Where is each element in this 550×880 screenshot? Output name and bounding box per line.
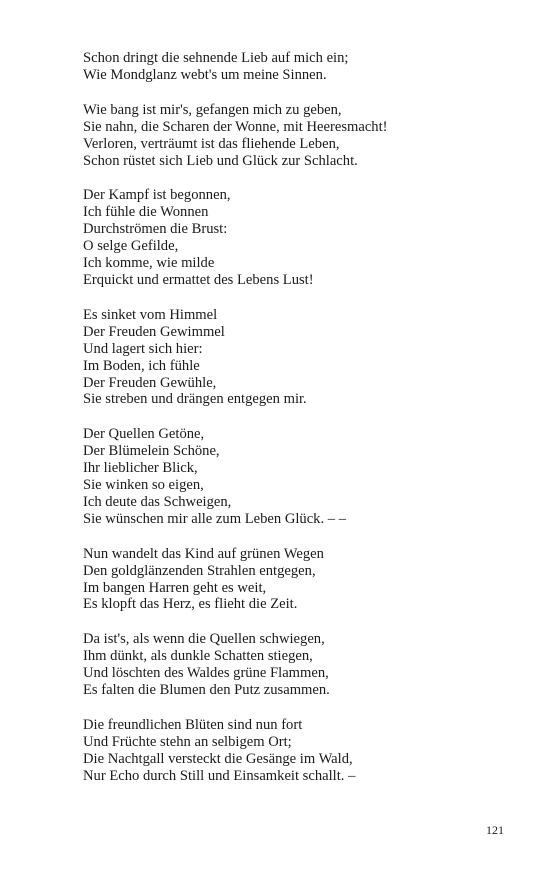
page-number: 121 <box>486 823 504 837</box>
poem-line: Sie nahn, die Scharen der Wonne, mit Heeresmacht! <box>83 118 388 135</box>
poem-line: Und Früchte stehn an selbigem Ort; <box>83 733 292 750</box>
stanza-1 <box>83 50 513 84</box>
poem-line: Ihr lieblicher Blick, <box>83 460 198 477</box>
poem-line: O selge Gefilde, <box>83 238 179 255</box>
poem-line: Der Blümelein Schöne, <box>83 443 220 460</box>
stanza-3 <box>83 187 513 288</box>
poem-line: Und lagert sich hier: <box>83 340 203 357</box>
stanza-8 <box>83 717 513 785</box>
stanza-7 <box>83 631 513 699</box>
poem-line: Der Freuden Gewühle, <box>83 374 217 391</box>
poem-line: Und löschten des Waldes grüne Flammen, <box>83 665 329 682</box>
poem-line: Durchströmen die Brust: <box>83 221 228 238</box>
poem-line: Sie streben und drängen entgegen mir. <box>83 391 307 408</box>
poem-line: Nur Echo durch Still und Einsamkeit schallt. – <box>83 767 356 784</box>
poem-line: Nun wandelt das Kind auf grünen Wegen <box>83 545 324 562</box>
stanza-6 <box>83 546 513 614</box>
poem-line: Sie wünschen mir alle zum Leben Glück. – – <box>83 510 347 527</box>
poem-line: Ich deute das Schweigen, <box>83 493 232 510</box>
poem-line: Es sinket vom Himmel <box>83 306 218 323</box>
poem-line: Im bangen Harren geht es weit, <box>83 579 267 596</box>
poem-line: Ihm dünkt, als dunkle Schatten stiegen, <box>83 648 313 665</box>
poem-line: Im Boden, ich fühle <box>83 357 200 374</box>
stanza-5 <box>83 426 513 527</box>
poem-line: Wie bang ist mir's, gefangen mich zu geben, <box>83 101 342 118</box>
poem-line: Erquickt und ermattet des Lebens Lust! <box>83 271 314 288</box>
poem-line: Ich komme, wie milde <box>83 255 215 272</box>
stanza-4 <box>83 307 513 408</box>
poem-line: Schon rüstet sich Lieb und Glück zur Schlacht. <box>83 152 358 169</box>
poem-line: Es klopft das Herz, es flieht die Zeit. <box>83 596 298 613</box>
poem-line: Der Freuden Gewimmel <box>83 323 225 340</box>
stanza-2 <box>83 102 513 170</box>
poem-line: Der Quellen Getöne, <box>83 426 205 443</box>
poem-line: Ich fühle die Wonnen <box>83 204 209 221</box>
poem-line: Es falten die Blumen den Putz zusammen. <box>83 682 330 699</box>
poem-text <box>83 50 513 803</box>
poem-line: Den goldglänzenden Strahlen entgegen, <box>83 562 316 579</box>
poem-line: Sie winken so eigen, <box>83 477 204 494</box>
poem-line: Verloren, verträumt ist das fliehende Leben, <box>83 135 340 152</box>
poem-line: Die Nachtgall versteckt die Gesänge im Wald, <box>83 750 353 767</box>
poem-line: Da ist's, als wenn die Quellen schwiegen, <box>83 631 325 648</box>
poem-line: Der Kampf ist begonnen, <box>83 187 231 204</box>
poem-line: Schon dringt die sehnende Lieb auf mich ein; <box>83 50 349 66</box>
poem-line: Die freundlichen Blüten sind nun fort <box>83 717 303 733</box>
poem-line: Wie Mondglanz webt's um meine Sinnen. <box>83 66 327 83</box>
